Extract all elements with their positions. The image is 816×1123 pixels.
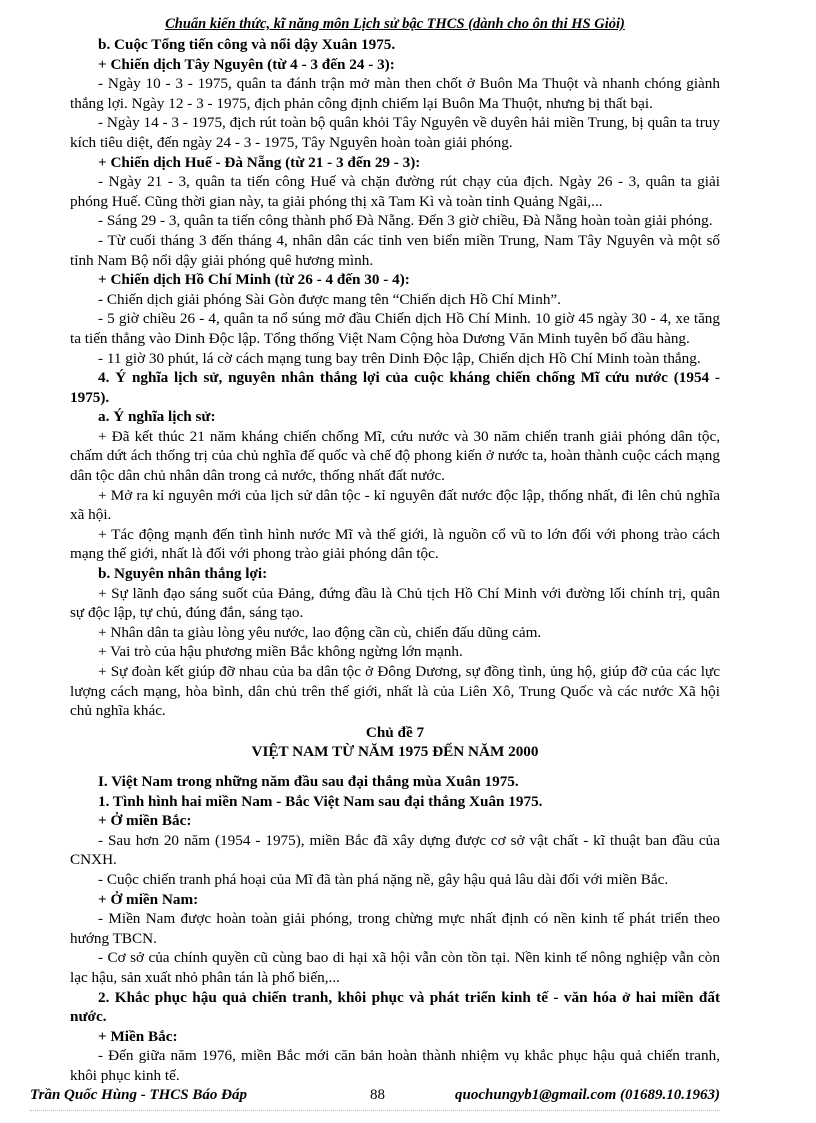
paragraph: - Cuộc chiến tranh phá hoại của Mĩ đã tàn phá nặng nề, gây hậu quả lâu dài đối với miền Bắc. <box>98 870 669 888</box>
section-heading: a. Ý nghĩa lịch sử: <box>98 408 216 426</box>
page-header: Chuẩn kiến thức, kĩ năng môn Lịch sử bậc THCS (dành cho ôn thi HS Giỏi) <box>165 16 625 32</box>
section-heading: b. Cuộc Tổng tiến công và nổi dậy Xuân 1975. <box>98 36 396 53</box>
paragraph: - 5 giờ chiều 26 - 4, quân ta nổ súng mở đầu Chiến dịch Hồ Chí Minh. 10 giờ 45 ngày 30 - 4, xe tăng ta tiến thẳng vào Dinh Độc lập. Tổng thống Việt Nam Cộng hòa Dương Văn Minh tuyên bố đầu hàng. <box>70 310 720 347</box>
paragraph: + Sự lãnh đạo sáng suốt của Đảng, đứng đầu là Chủ tịch Hồ Chí Minh với đường lối chính trị, quân sự độc lập, tự chủ, đúng đắn, sáng tạo. <box>70 584 720 622</box>
section-heading: b. Nguyên nhân thắng lợi: <box>98 565 268 583</box>
section-heading: I. Việt Nam trong những năm đầu sau đại thắng mùa Xuân 1975. <box>98 772 519 790</box>
section-heading: 2. Khắc phục hậu quả chiến tranh, khôi phục và phát triển kinh tế - văn hóa ở hai miền đất nước. <box>70 988 720 1026</box>
section-heading: + Ở miền Nam: <box>98 890 199 908</box>
page-number: 88 <box>370 1087 385 1103</box>
footer-contact: quochungyb1@gmail.com (01689.10.1963) <box>455 1087 720 1103</box>
footer-rule <box>30 1110 720 1111</box>
section-heading: 4. Ý nghĩa lịch sử, nguyên nhân thắng lợi của cuộc kháng chiến chống Mĩ cứu nước (1954 - 1975). <box>70 369 720 406</box>
paragraph: + Tác động mạnh đến tình hình nước Mĩ và thế giới, là nguồn cổ vũ to lớn đối với phong trào cách mạng thế giới, nhất là đối với phong trào giải phóng dân tộc. <box>70 525 720 563</box>
paragraph: + Mở ra kỉ nguyên mới của lịch sử dân tộc - kỉ nguyên đất nước độc lập, thống nhất, đi lên chủ nghĩa xã hội. <box>70 486 720 524</box>
paragraph: - Ngày 10 - 3 - 1975, quân ta đánh trận mở màn then chốt ở Buôn Ma Thuột và nhanh chóng giành thắng lợi. Ngày 12 - 3 - 1975, địch phản công định chiếm lại Buôn Ma Thuột, nhưng bị thất bại. <box>70 75 720 112</box>
section-heading: 1. Tình hình hai miền Nam - Bắc Việt Nam sau đại thắng Xuân 1975. <box>98 792 543 810</box>
paragraph: + Nhân dân ta giàu lòng yêu nước, lao động cần cù, chiến đấu dũng cảm. <box>98 623 542 641</box>
section-heading: + Chiến dịch Huế - Đà Nẵng (từ 21 - 3 đến 29 - 3): <box>98 153 421 171</box>
paragraph: - Chiến dịch giải phóng Sài Gòn được mang tên “Chiến dịch Hồ Chí Minh”. <box>98 290 561 308</box>
paragraph: - 11 giờ 30 phút, lá cờ cách mạng tung bay trên Dinh Độc lập, Chiến dịch Hồ Chí Minh toàn thắng. <box>98 349 701 367</box>
footer-author: Trần Quốc Hùng - THCS Báo Đáp <box>30 1087 247 1103</box>
section-heading: VIỆT NAM TỪ NĂM 1975 ĐẾN NĂM 2000 <box>251 743 539 761</box>
paragraph: - Ngày 21 - 3, quân ta tiến công Huế và chặn đường rút chạy của địch. Ngày 26 - 3, quân ta giải phóng Huế. Cũng thời gian này, ta giải phóng thị xã Tam Kì và toàn tỉnh Quảng Ngãi,... <box>70 173 720 210</box>
section-heading: Chủ đề 7 <box>365 723 425 741</box>
paragraph: + Vai trò của hậu phương miền Bắc không ngừng lớn mạnh. <box>98 643 463 661</box>
document-page <box>70 14 720 1085</box>
paragraph: - Miền Nam được hoàn toàn giải phóng, trong chừng mực nhất định có nền kinh tế phát triển theo hướng TBCN. <box>70 910 720 947</box>
document-body <box>70 35 720 1085</box>
paragraph: - Sáng 29 - 3, quân ta tiến công thành phố Đà Nẵng. Đến 3 giờ chiều, Đà Nẵng hoàn toàn giải phóng. <box>98 212 713 230</box>
paragraph: - Đến giữa năm 1976, miền Bắc mới căn bản hoàn thành nhiệm vụ khắc phục hậu quả chiến tranh, khôi phục kinh tế. <box>70 1047 720 1084</box>
section-heading: + Miền Bắc: <box>98 1027 178 1045</box>
paragraph: - Cơ sở của chính quyền cũ cùng bao di hại xã hội vẫn còn tồn tại. Nền kinh tế nông nghiệp vẫn còn lạc hậu, sản xuất nhỏ phân tán là phổ biến,... <box>70 949 720 986</box>
paragraph: + Sự đoàn kết giúp đỡ nhau của ba dân tộc ở Đông Dương, sự đồng tình, ủng hộ, giúp đỡ của các lực lượng cách mạng, hòa bình, dân chủ trên thế giới, nhất là của Liên Xô, Trung Quốc và các nước Xã hội chủ nghĩa khác. <box>70 663 720 720</box>
page-footer <box>30 1087 720 1109</box>
paragraph: - Ngày 14 - 3 - 1975, địch rút toàn bộ quân khỏi Tây Nguyên về duyên hải miền Trung, bị quân ta truy kích tiêu diệt, đến ngày 24 - 3 - 1975, Tây Nguyên hoàn toàn giải phóng. <box>70 114 720 151</box>
paragraph: - Từ cuối tháng 3 đến tháng 4, nhân dân các tỉnh ven biển miền Trung, Nam Tây Nguyên và một số tỉnh Nam Bộ nổi dậy giải phóng quê hương mình. <box>70 231 720 269</box>
section-heading: + Chiến dịch Tây Nguyên (từ 4 - 3 đến 24 - 3): <box>98 55 395 73</box>
section-heading: + Chiến dịch Hồ Chí Minh (từ 26 - 4 đến 30 - 4): <box>98 271 410 289</box>
section-heading: + Ở miền Bắc: <box>98 812 192 830</box>
paragraph: - Sau hơn 20 năm (1954 - 1975), miền Bắc đã xây dựng được cơ sở vật chất - kĩ thuật ban đầu của CNXH. <box>70 831 720 869</box>
paragraph: + Đã kết thúc 21 năm kháng chiến chống Mĩ, cứu nước và 30 năm chiến tranh giải phóng dân tộc, chấm dứt ách thống trị của chủ nghĩa đế quốc và chế độ phong kiến ở nước ta, hoàn thành cuộc cách mạng dân tộc dân chủ nhân dân trong cả nước, thống nhất đất nước. <box>70 427 720 485</box>
